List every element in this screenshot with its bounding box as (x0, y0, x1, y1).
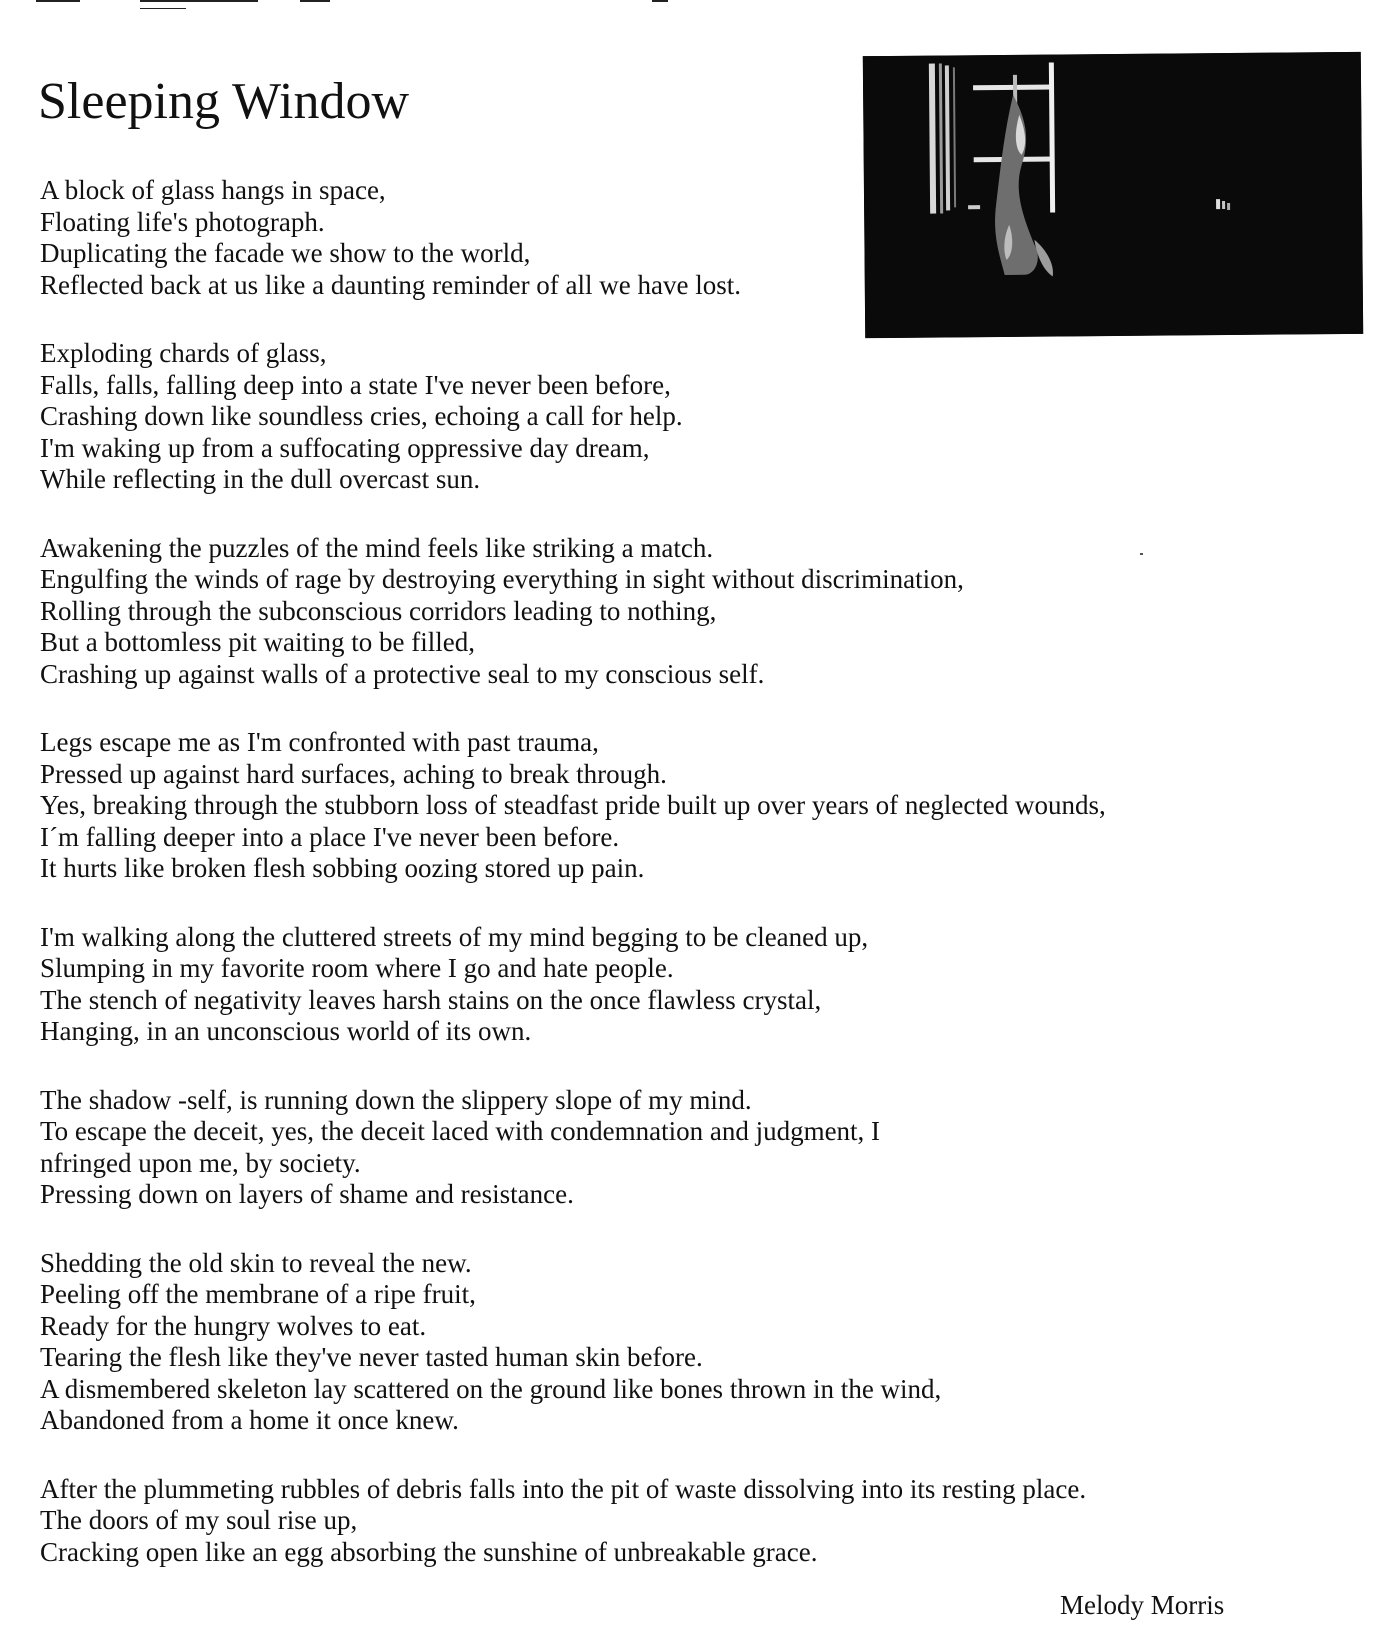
poem-line: A block of glass hangs in space, (40, 175, 386, 205)
stanza (40, 922, 1340, 1048)
poem-line: Cracking open like an egg absorbing the sunshine of unbreakable grace. (40, 1536, 818, 1567)
poem-line: Pressed up against hard surfaces, aching to break through. (40, 758, 667, 789)
poem-line: Floating life's photograph. (40, 206, 325, 237)
poem-line: A dismembered skeleton lay scattered on the ground like bones thrown in the wind, (40, 1373, 942, 1404)
poem-line: Abandoned from a home it once knew. (40, 1405, 459, 1435)
poem-line: Pressing down on layers of shame and resistance. (40, 1179, 574, 1209)
poem-line: But a bottomless pit waiting to be filled, (40, 627, 475, 657)
poem-line: Reflected back at us like a daunting reminder of all we have lost. (40, 269, 741, 300)
poem-line: I'm walking along the cluttered streets of my mind begging to be cleaned up, (40, 921, 869, 952)
poem-line: Rolling through the subconscious corridors leading to nothing, (40, 595, 717, 626)
poem-line: Exploding chards of glass, (40, 338, 327, 368)
stanza (40, 533, 1340, 691)
poem-line: Ready for the hungry wolves to eat. (40, 1310, 427, 1341)
poem-line: Duplicating the facade we show to the world, (40, 238, 531, 268)
poem-line: Legs escape me as I'm confronted with past trauma, (40, 727, 599, 757)
poem-line: Peeling off the membrane of a ripe fruit, (40, 1279, 476, 1309)
poem-line: It hurts like broken flesh sobbing oozing stored up pain. (40, 853, 645, 883)
poem-line: After the plummeting rubbles of debris falls into the pit of waste dissolving into its resting place. (40, 1473, 1087, 1504)
poem-line: Slumping in my favorite room where I go and hate people. (40, 953, 674, 983)
poem-line: The doors of my soul rise up, (40, 1505, 358, 1535)
stanza (40, 1248, 1340, 1437)
poem-line: Crashing down like soundless cries, echoing a call for help. (40, 401, 683, 431)
poem-line: Falls, falls, falling deep into a state I've never been before, (40, 369, 671, 400)
stanza (40, 1474, 1340, 1569)
poem-line: Crashing up against walls of a protective seal to my conscious self. (40, 658, 765, 689)
stanza (40, 175, 1340, 301)
poem-line: nfringed upon me, by society. (40, 1147, 361, 1178)
poem-line: The shadow -self, is running down the slippery slope of my mind. (40, 1084, 752, 1115)
poem-line: Shedding the old skin to reveal the new. (40, 1247, 472, 1278)
poem-line: Yes, breaking through the stubborn loss of steadfast pride built up over years of neglected wounds, (40, 790, 1106, 820)
author-name: Melody Morris (1060, 1590, 1225, 1620)
poem-title: Sleeping Window (38, 73, 410, 130)
scan-edge-marks (0, 0, 1389, 20)
poem-line: Hanging, in an unconscious world of its own. (40, 1016, 532, 1046)
poem-line: I'm waking up from a suffocating oppressive day dream, (40, 432, 650, 463)
poem-line: The stench of negativity leaves harsh stains on the once flawless crystal, (40, 984, 822, 1015)
poem-line: Engulfing the winds of rage by destroying everything in sight without discrimination, (40, 564, 964, 594)
poem-body (40, 175, 1340, 1605)
poem-line: Tearing the flesh like they've never tasted human skin before. (40, 1342, 703, 1372)
poem-line: I´m falling deeper into a place I've never been before. (40, 821, 620, 852)
stanza (40, 727, 1340, 885)
poem-line: While reflecting in the dull overcast sun. (40, 464, 481, 494)
scan-speck (1140, 553, 1143, 555)
poem-line: Awakening the puzzles of the mind feels like striking a match. (40, 532, 714, 563)
stanza (40, 1085, 1340, 1211)
poem-line: To escape the deceit, yes, the deceit laced with condemnation and judgment, I (40, 1116, 881, 1146)
stanza (40, 338, 1340, 496)
